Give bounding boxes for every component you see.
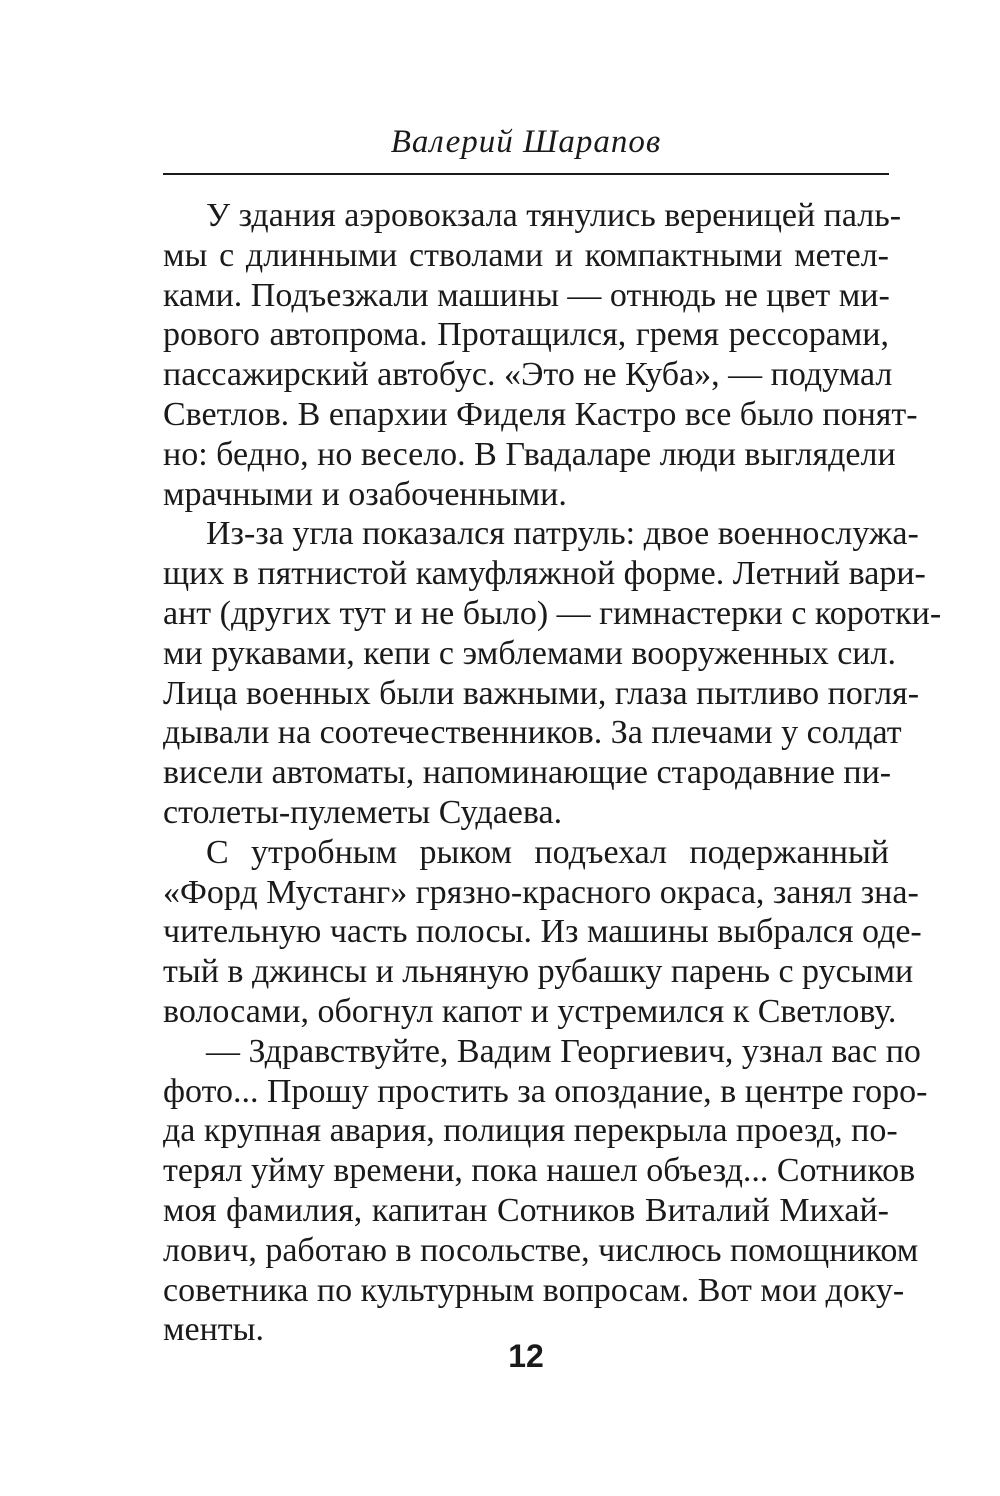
paragraph-1-line-2: мы с длинными стволами и компактными метел-	[163, 236, 889, 274]
paragraph-2-line-6: дывали на соотечественников. За плечами у солдат	[163, 714, 902, 752]
paragraph-4-line-3: да крупная авария, полиция перекрыла проезд, по-	[163, 1112, 898, 1150]
page-number: 12	[508, 1338, 544, 1374]
paragraph-1-line-5: пассажирский автобус. «Это не Куба», — подумал	[163, 356, 893, 394]
paragraph-2-line-7: висели автоматы, напоминающие стародавние пи-	[163, 754, 892, 792]
paragraph-4-line-6: лович, работаю в посольстве, числюсь помощником	[163, 1231, 919, 1269]
paragraph-1-line-4: рового автопрома. Протащился, гремя рессорами,	[163, 316, 889, 354]
paragraph-4-line-5: моя фамилия, капитан Сотников Виталий Михай-	[163, 1191, 889, 1229]
paragraph-2-line-1: Из-за угла показался патруль: двое военнослужа-	[206, 515, 919, 553]
paragraph-4-line-8: менты.	[163, 1311, 265, 1349]
paragraph-1-line-1: У здания аэровокзала тянулись вереницей паль-	[206, 197, 902, 234]
paragraph-3-line-3: чительную часть полосы. Из машины выбрался оде-	[163, 913, 922, 951]
paragraph-3-line-4: тый в джинсы и льняную рубашку парень с русыми	[163, 953, 914, 991]
paragraph-4-line-7: советника по культурным вопросам. Вот мои доку-	[163, 1271, 905, 1309]
paragraph-2-line-2: щих в пятнистой камуфляжной форме. Летний вари-	[163, 555, 926, 593]
paragraph-1-line-6: Светлов. В епархии Фиделя Кастро все было понят-	[163, 395, 918, 433]
paragraph-4-line-4: терял уйму времени, пока нашел объезд... Сотников	[163, 1152, 916, 1190]
paragraph-3-line-2: «Форд Мустанг» грязно-красного окраса, занял зна-	[163, 873, 919, 911]
header-divider	[163, 173, 889, 175]
paragraph-4-line-1: — Здравствуйте, Вадим Георгиевич, узнал вас по	[206, 1032, 921, 1070]
paragraph-3-line-1: С утробным рыком подъехал подержанный	[206, 833, 889, 871]
page-body	[163, 196, 942, 1350]
paragraph-2-line-8: столеты-пулеметы Судаева.	[163, 793, 563, 831]
paragraph-1-line-7: но: бедно, но весело. В Гвадаларе люди выглядели	[163, 435, 896, 473]
paragraph-2-line-4: ми рукавами, кепи с эмблемами вооруженных сил.	[163, 634, 896, 672]
paragraph-4-line-2: фото... Прошу простить за опоздание, в центре горо-	[163, 1072, 928, 1110]
running-header: Валерий Шарапов	[390, 124, 662, 160]
paragraph-2-line-5: Лица военных были важными, глаза пытливо погля-	[163, 674, 920, 712]
paragraph-1-line-8: мрачными и озабоченными.	[163, 475, 567, 513]
paragraph-3-line-5: волосами, обогнул капот и устремился к Светлову.	[163, 992, 897, 1030]
paragraph-2-line-3: ант (других тут и не было) — гимнастерки с коротки-	[163, 594, 942, 632]
paragraph-1-line-3: ками. Подъезжали машины — отнюдь не цвет ми-	[163, 276, 890, 314]
